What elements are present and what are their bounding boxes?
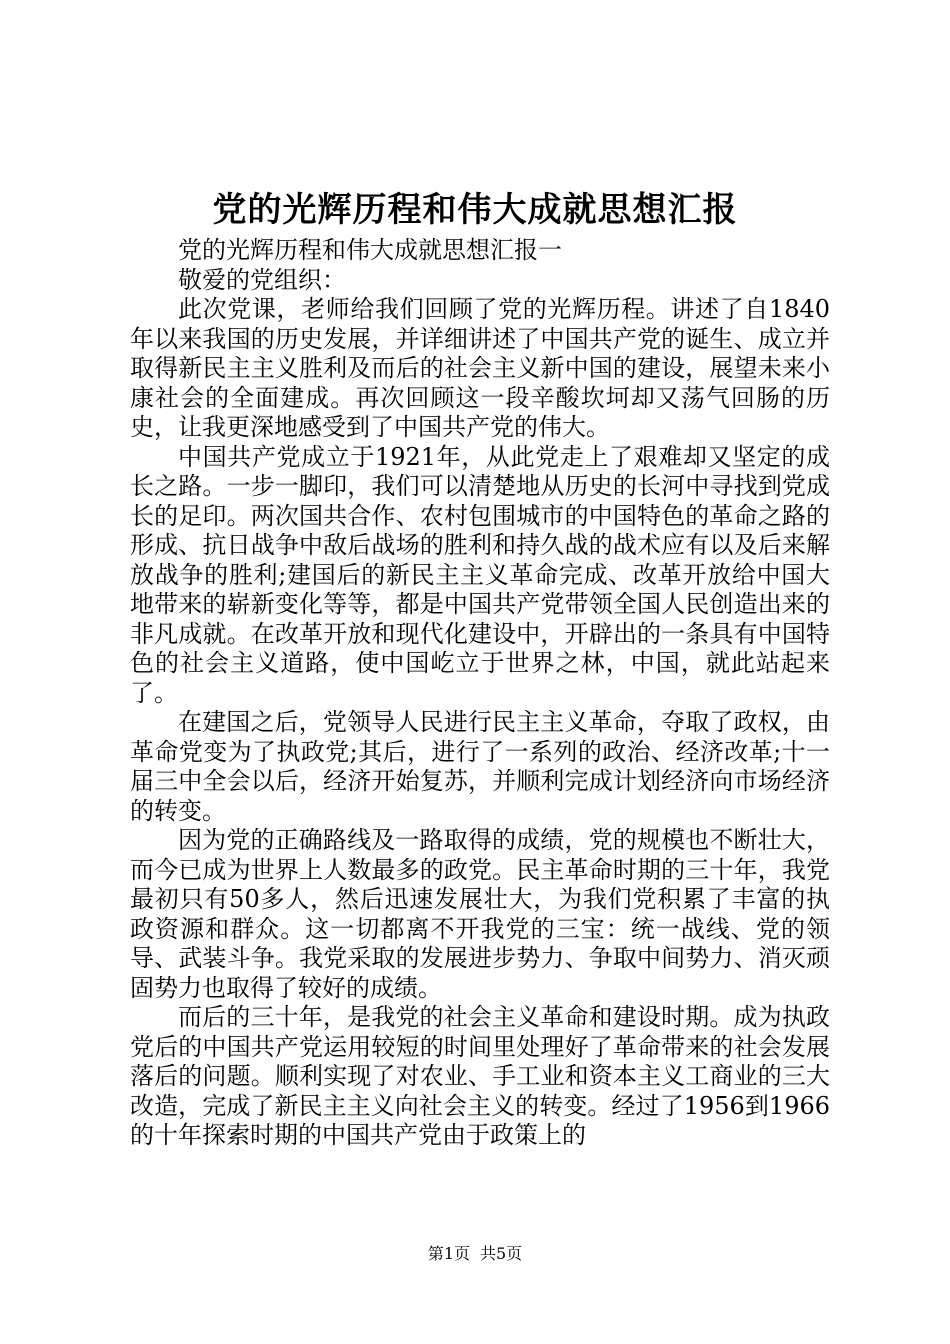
page-total: 共5页	[480, 1244, 523, 1263]
paragraph: 中国共产党成立于1921年，从此党走上了艰难却又坚定的成长之路。一步一脚印，我们可以清楚地从历史的长河中寻找到党成长的足印。两次国共合作、农村包围城市的中国特色的革命之路的形成、抗日战争中敌后战场的胜利和持久战的战术应有以及后来解放战争的胜利;建国后的新民主主义革命完成、改革开放给中国大地带来的崭新变化等等，都是中国共产党带领全国人民创造出来的非凡成就。在改革开放和现代化建设中，开辟出的一条具有中国特色的社会主义道路，使中国屹立于世界之林，中国，就此站起来了。	[130, 442, 830, 707]
paragraph: 因为党的正确路线及一路取得的成绩，党的规模也不断壮大，而今已成为世界上人数最多的政党。民主革命时期的三十年，我党最初只有50多人，然后迅速发展壮大，为我们党积累了丰富的执政资源和群众。这一切都离不开我党的三宝：统一战线、党的领导、武装斗争。我党采取的发展进步势力、争取中间势力、消灭顽固势力也取得了较好的成绩。	[130, 826, 830, 1002]
paragraph: 此次党课，老师给我们回顾了党的光辉历程。讲述了自1840年以来我国的历史发展，并详细讲述了中国共产党的诞生、成立并取得新民主主义胜利及而后的社会主义新中国的建设，展望未来小康社会的全面建成。再次回顾这一段辛酸坎坷却又荡气回肠的历史，让我更深地感受到了中国共产党的伟大。	[130, 295, 830, 441]
paragraph: 而后的三十年，是我党的社会主义革命和建设时期。成为执政党后的中国共产党运用较短的时间里处理好了革命带来的社会发展落后的问题。顺利实现了对农业、手工业和资本主义工商业的三大改造，完成了新民主主义向社会主义的转变。经过了1956到1966的十年探索时期的中国共产党由于政策上的	[130, 1003, 830, 1149]
salutation: 敬爱的党组织：	[178, 265, 346, 294]
document-body	[130, 236, 830, 1151]
page-number: 第1页	[427, 1244, 470, 1263]
paragraph: 在建国之后，党领导人民进行民主主义革命，夺取了政权，由革命党变为了执政党;其后，进行了一系列的政治、经济改革;十一届三中全会以后，经济开始复苏，并顺利完成计划经济向市场经济的转变。	[130, 708, 830, 825]
document-subtitle: 党的光辉历程和伟大成就思想汇报一	[178, 236, 562, 264]
page-footer	[0, 1243, 950, 1265]
document-title: 党的光辉历程和伟大成就思想汇报	[212, 190, 738, 230]
